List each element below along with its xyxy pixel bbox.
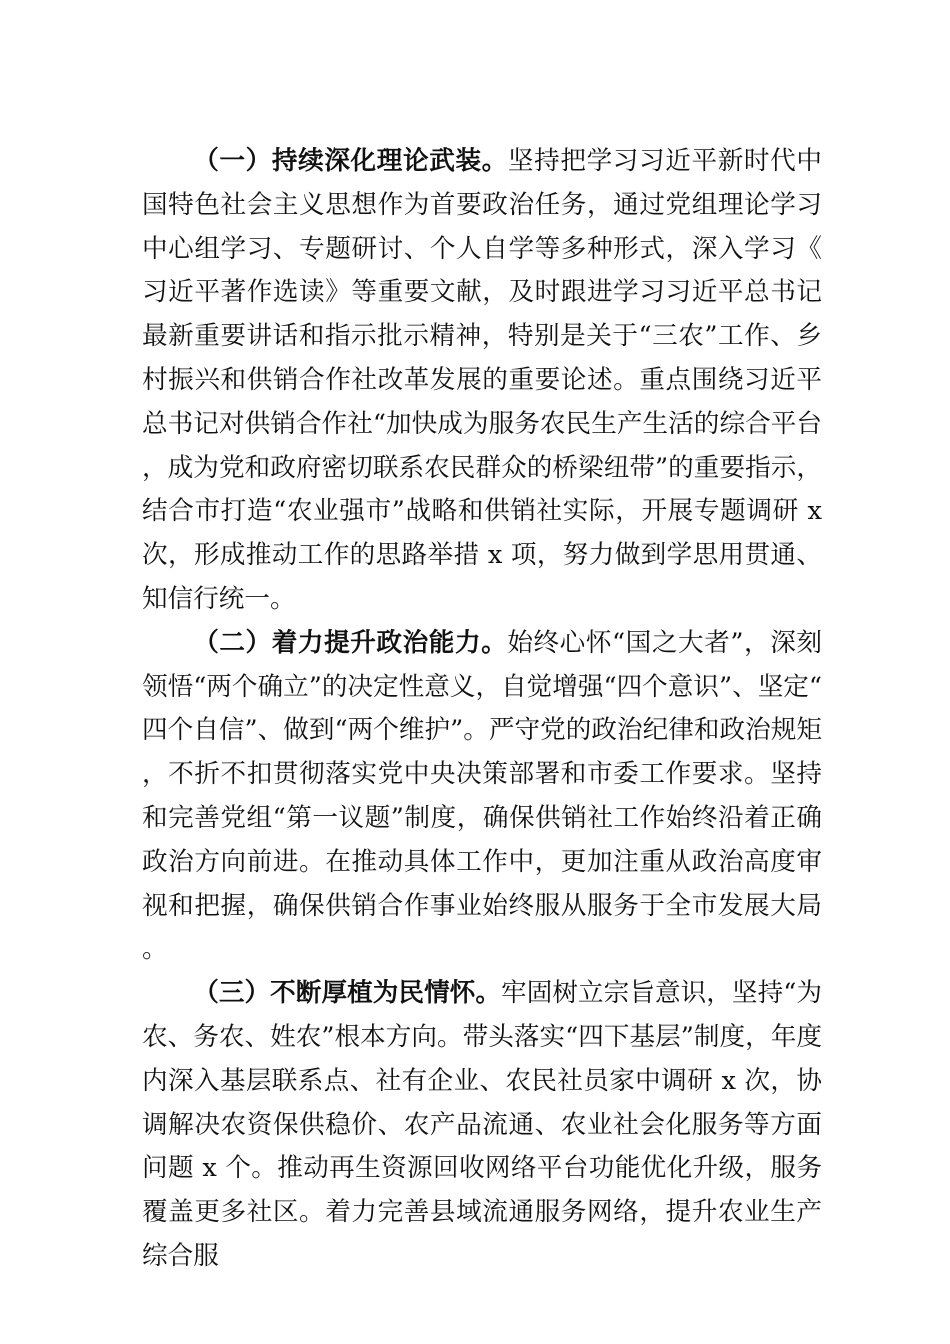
- paragraph-2-text: 始终心怀“国之大者”，深刻领悟“两个确立”的决定性意义，自觉增强“四个意识”、坚定“四个自信”、做到“两个维护”。严守党的政治纪律和政治规矩，不折不扣贯彻落实党中央决策部署和市委工作要求。坚持和完善党组“第一议题”制度，确保供销社工作始终沿着正确政治方向前进。在推动具体工作中，更加注重从政治高度审视和把握，确保供销合作事业始终服从服务于全市发展大局。: [142, 627, 822, 965]
- paragraph-2-heading: （二）着力提升政治能力。: [193, 627, 508, 658]
- document-body: [142, 140, 822, 1279]
- paragraph-1-text: 坚持把学习习近平新时代中国特色社会主义思想作为首要政治任务，通过党组理论学习中心组学习、专题研讨、个人自学等多种形式，深入学习《习近平著作选读》等重要文献，及时跟进学习习近平总书记最新重要讲话和指示批示精神，特别是关于“三农”工作、乡村振兴和供销合作社改革发展的重要论述。重点围绕习近平总书记对供销合作社“加快成为服务农民生产生活的综合平台，成为党和政府密切联系农民群众的桥梁纽带”的重要指示，结合市打造“农业强市”战略和供销社实际，开展专题调研 x 次，形成推动工作的思路举措 x 项，努力做到学思用贯通、知信行统一。: [142, 146, 822, 614]
- paragraph-3: [142, 972, 822, 1279]
- paragraph-1-heading: （一）持续深化理论武装。: [193, 146, 508, 176]
- paragraph-2: [142, 622, 822, 972]
- paragraph-1: [142, 140, 822, 622]
- paragraph-3-text: 牢固树立宗旨意识，坚持“为农、务农、姓农”根本方向。带头落实“四下基层”制度，年度内深入基层联系点、社有企业、农民社员家中调研 x 次，协调解决农资保供稳价、农产品流通、农业社会化服务等方面问题 x 个。推动再生资源回收网络平台功能优化升级，服务覆盖更多社区。着力完善县域流通服务网络，提升农业生产综合服: [142, 978, 822, 1271]
- paragraph-3-heading: （三）不断厚植为民情怀。: [193, 978, 502, 1009]
